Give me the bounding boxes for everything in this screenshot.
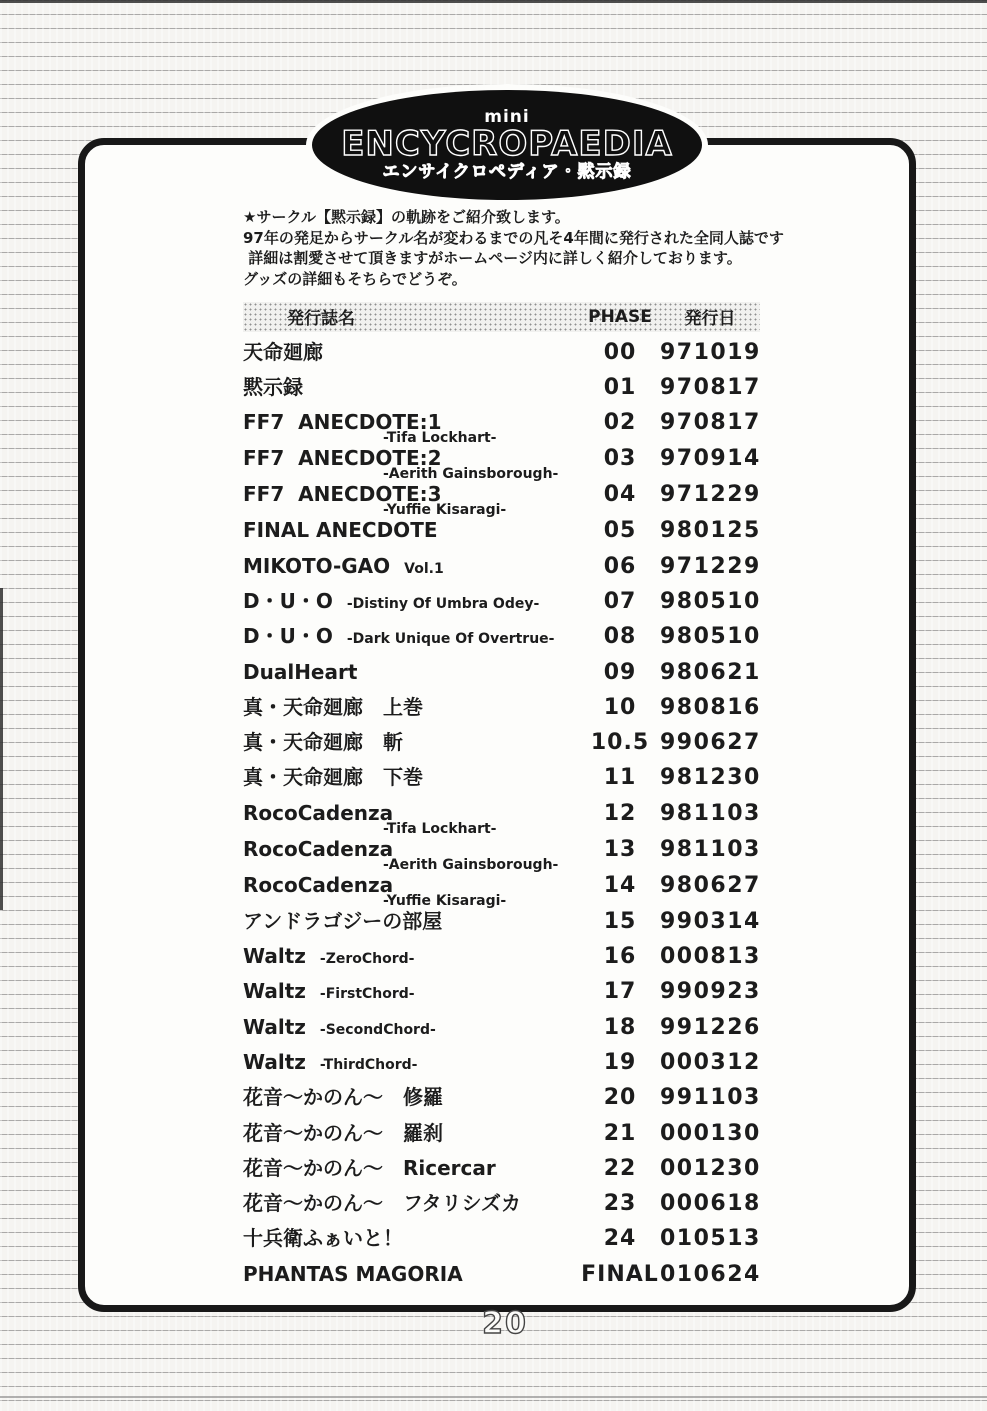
table-row [243,1015,760,1050]
publication-title: RocoCadenza [243,836,394,861]
table-row [243,1191,760,1226]
phase-value: 06 [603,553,637,579]
table-row [243,1262,760,1297]
phase-value: 10.5 [590,730,650,756]
publication-title-cell [243,837,580,873]
publication-date: 980816 [660,694,761,720]
phase-value: 21 [603,1120,637,1146]
encyclopaedia-logo [312,90,702,200]
phase-value: 09 [603,659,637,685]
publication-title-cell [243,909,580,934]
phase-value: 02 [603,410,637,436]
phase-value: 03 [603,446,637,472]
publication-title-cell [243,1050,580,1078]
publication-date: 970817 [660,410,761,436]
publication-subtitle: -Tifa Lockhart- [383,430,497,447]
publication-title-cell [243,1156,580,1181]
publication-note: -Dark Unique Of Overtrue- [346,631,555,648]
publication-title-cell [243,446,580,482]
publication-title-cell [243,695,580,720]
intro-line: グッズの詳細もそちらでどうぞ。 [243,270,467,289]
page-number: 20 [482,1306,528,1341]
phase-value: 18 [603,1014,637,1040]
table-row [243,730,760,765]
table-row [243,909,760,944]
table-rows [243,340,760,1297]
phase-value: 19 [603,1049,637,1075]
table-row [243,624,760,659]
publication-title: RocoCadenza [243,800,394,825]
phase-value: 22 [603,1155,637,1181]
header-publication-name: 発行誌名 [287,309,355,330]
publication-title-cell [243,1262,580,1287]
phase-value: FINAL [581,1261,659,1287]
publication-title: アンドラゴジーの部屋 [243,908,443,933]
publication-title-cell [243,375,580,400]
publication-title-cell [243,518,580,543]
publication-title-cell [243,1085,580,1110]
publication-title: 花音～かのん～ 修羅 [243,1085,443,1110]
table-row [243,1156,760,1191]
publication-date: 990627 [660,730,761,756]
publication-title: FF7 ANECDOTE:1 [243,410,442,435]
publication-date: 971229 [660,553,761,579]
table-row [243,1085,760,1120]
publication-title: MIKOTO-GAO [243,553,391,578]
publication-title: FINAL ANECDOTE [243,518,438,543]
table-row [243,979,760,1014]
publication-title-cell [243,1121,580,1146]
phase-value: 04 [603,482,637,508]
logo-title: ENCYCROPAEDIA [341,123,673,164]
publication-title-cell [243,801,580,837]
publication-date: 970817 [660,375,761,401]
publication-table-header [243,302,760,332]
publication-subtitle: -Yuffie Kisaragi- [383,502,507,519]
publication-date: 971229 [660,482,761,508]
publication-title-cell [243,730,580,755]
publication-title-cell [243,944,580,972]
scan-artifact-left-edge [0,588,3,910]
intro-line: 97年の発足からサークル名が変わるまでの凡そ4年間に発行された全同人誌です [243,228,784,247]
publication-date: 981103 [660,800,761,826]
phase-value: 08 [603,624,637,650]
table-row [243,1121,760,1156]
publication-date: 980125 [660,518,761,544]
phase-value: 01 [603,375,637,401]
publication-date: 000312 [660,1049,761,1075]
publication-title-cell [243,1191,580,1216]
publication-date: 980510 [660,624,761,650]
publication-title: 花音～かのん～ フタリシズカ [243,1191,521,1216]
publication-title: DualHeart [243,659,358,684]
publication-title: Waltz [243,944,306,969]
publication-title-cell [243,1226,580,1251]
table-row [243,660,760,695]
publication-title-cell [243,554,580,582]
publication-note: -ZeroChord- [319,951,415,968]
publication-note: -Distiny Of Umbra Odey- [346,595,540,612]
publication-date: 971019 [660,339,761,365]
phase-value: 15 [603,908,637,934]
phase-value: 17 [603,979,637,1005]
circle-intro-text [243,207,784,290]
table-row [243,765,760,800]
table-row [243,446,760,482]
publication-title: FF7 ANECDOTE:2 [243,446,442,471]
phase-value: 07 [603,588,637,614]
publication-note: -FirstChord- [319,986,415,1003]
publication-title: D・U・O [243,624,333,649]
phase-value: 20 [603,1085,637,1111]
publication-title: 真・天命廻廊 上巻 [243,694,423,719]
header-phase: PHASE [588,306,652,327]
phase-value: 12 [603,800,637,826]
publication-date: 010513 [660,1226,761,1252]
publication-title: Waltz [243,1049,306,1074]
table-row [243,944,760,979]
table-row [243,482,760,518]
publication-subtitle: -Aerith Gainsborough- [383,466,559,483]
publication-title-cell [243,979,580,1007]
publication-date: 990923 [660,979,761,1005]
publication-title: 真・天命廻廊 斬 [243,730,403,755]
publication-title: 黙示録 [243,375,303,400]
table-row [243,801,760,837]
publication-date: 000813 [660,944,761,970]
table-row [243,375,760,410]
publication-date: 991226 [660,1014,761,1040]
phase-value: 05 [603,518,637,544]
phase-value: 00 [603,339,637,365]
publication-title-cell [243,482,580,518]
publication-title-cell [243,624,580,652]
publication-subtitle: -Aerith Gainsborough- [383,856,559,873]
publication-title: Waltz [243,979,306,1004]
publication-date: 001230 [660,1155,761,1181]
publication-title: D・U・O [243,588,333,613]
phase-value: 16 [603,944,637,970]
publication-title: RocoCadenza [243,872,394,897]
publication-title-cell [243,410,580,446]
publication-date: 980627 [660,872,761,898]
table-row [243,554,760,589]
publication-date: 981230 [660,765,761,791]
intro-line: 詳細は割愛させて頂きますがホームページ内に詳しく紹介しております。 [243,249,742,268]
content-frame [78,138,916,1312]
publication-title-cell [243,1015,580,1043]
logo-mini-label: mini [484,106,530,127]
publication-title-cell [243,589,580,617]
phase-value: 10 [603,694,637,720]
publication-title: Waltz [243,1014,306,1039]
publication-title: 花音～かのん～ Ricercar [243,1155,496,1180]
table-row [243,873,760,909]
scan-artifact-top-line [0,0,987,3]
phase-value: 14 [603,872,637,898]
logo-subtitle: エンサイクロペディア・黙示録 [382,161,632,182]
table-row [243,1226,760,1261]
table-row [243,518,760,553]
table-row [243,589,760,624]
publication-title: 花音～かのん～ 羅刹 [243,1120,443,1145]
publication-title-cell [243,340,580,365]
publication-subtitle: -Tifa Lockhart- [383,820,497,837]
phase-value: 23 [603,1191,637,1217]
publication-date: 981103 [660,836,761,862]
publication-title: 天命廻廊 [243,339,323,364]
publication-note: Vol.1 [404,560,444,577]
table-row [243,1050,760,1085]
publication-date: 980621 [660,659,761,685]
header-publication-date: 発行日 [684,309,736,330]
content-column [243,207,784,1297]
publication-title-cell [243,765,580,790]
publication-date: 991103 [660,1085,761,1111]
publication-title: 真・天命廻廊 下巻 [243,765,423,790]
publication-note: -ThirdChord- [319,1056,418,1073]
publication-date: 980510 [660,588,761,614]
publication-date: 010624 [660,1261,761,1287]
table-row [243,695,760,730]
publication-title: 十兵衛ふぁいと！ [243,1226,403,1251]
publication-title-cell [243,660,580,685]
scan-artifact-bottom-line [0,1396,987,1398]
table-row [243,340,760,375]
publication-date: 990314 [660,908,761,934]
publication-date: 000130 [660,1120,761,1146]
phase-value: 13 [603,836,637,862]
phase-value: 11 [603,765,637,791]
table-row [243,410,760,446]
publication-note: -SecondChord- [319,1021,436,1038]
intro-line: ★サークル【黙示録】の軌跡をご紹介致します。 [243,208,570,226]
publication-date: 970914 [660,446,761,472]
publication-date: 000618 [660,1191,761,1217]
phase-value: 24 [603,1226,637,1252]
publication-title: PHANTAS MAGORIA [243,1261,463,1286]
publication-title: FF7 ANECDOTE:3 [243,482,442,507]
publication-title-cell [243,873,580,909]
table-row [243,837,760,873]
publication-subtitle: -Yuffie Kisaragi- [383,892,507,909]
